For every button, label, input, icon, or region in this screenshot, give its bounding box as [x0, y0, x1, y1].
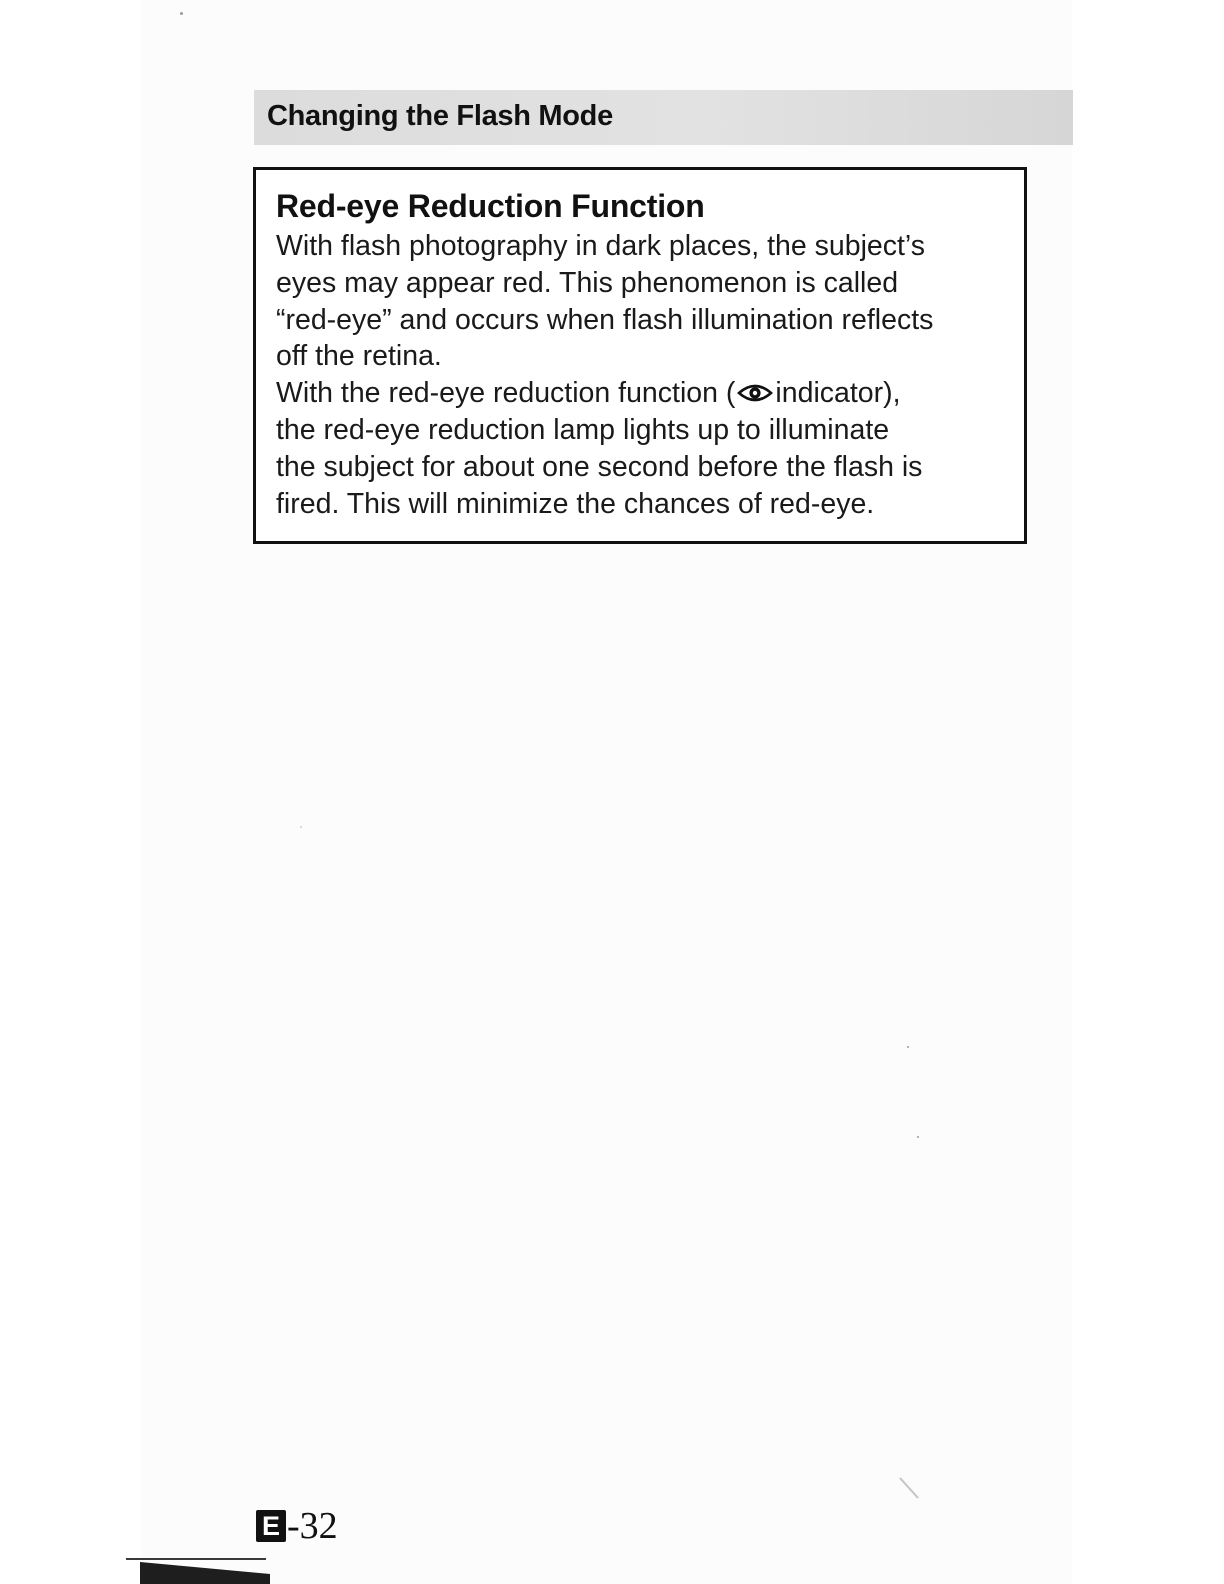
scan-speck	[907, 1046, 909, 1048]
scan-edge-wedge	[140, 1562, 270, 1584]
body-line: the subject for about one second before the flash is	[276, 450, 923, 483]
body-line: fired. This will minimize the chances of red-eye.	[276, 487, 875, 520]
body-line-with-icon	[276, 375, 1021, 412]
scan-margin	[1072, 0, 1224, 1584]
section-title: Changing the Flash Mode	[267, 100, 613, 132]
page-number	[256, 1506, 338, 1546]
info-box-title: Red-eye Reduction Function	[276, 188, 705, 224]
section-header-bar	[254, 90, 1073, 145]
red-eye-indicator-icon	[737, 382, 773, 404]
body-line: off the retina.	[276, 340, 442, 373]
info-box-body	[276, 228, 1021, 522]
language-badge: E	[256, 1510, 286, 1542]
scan-edge-line	[126, 1558, 266, 1560]
body-line-after-icon: indicator),	[775, 377, 901, 410]
red-eye-info-box	[253, 167, 1027, 544]
scan-speck	[300, 826, 302, 828]
body-line: the red-eye reduction lamp lights up to illuminate	[276, 413, 890, 446]
body-line: “red-eye” and occurs when flash illumination reflects	[276, 303, 934, 336]
body-line-before-icon: With the red-eye reduction function (	[276, 377, 736, 410]
body-line: eyes may appear red. This phenomenon is called	[276, 266, 899, 299]
scan-speck	[917, 1136, 919, 1138]
scan-scratch	[898, 1476, 922, 1502]
scan-speck	[180, 12, 183, 15]
page-digits: -32	[287, 1505, 338, 1547]
body-line: With flash photography in dark places, the subject’s	[276, 230, 926, 262]
